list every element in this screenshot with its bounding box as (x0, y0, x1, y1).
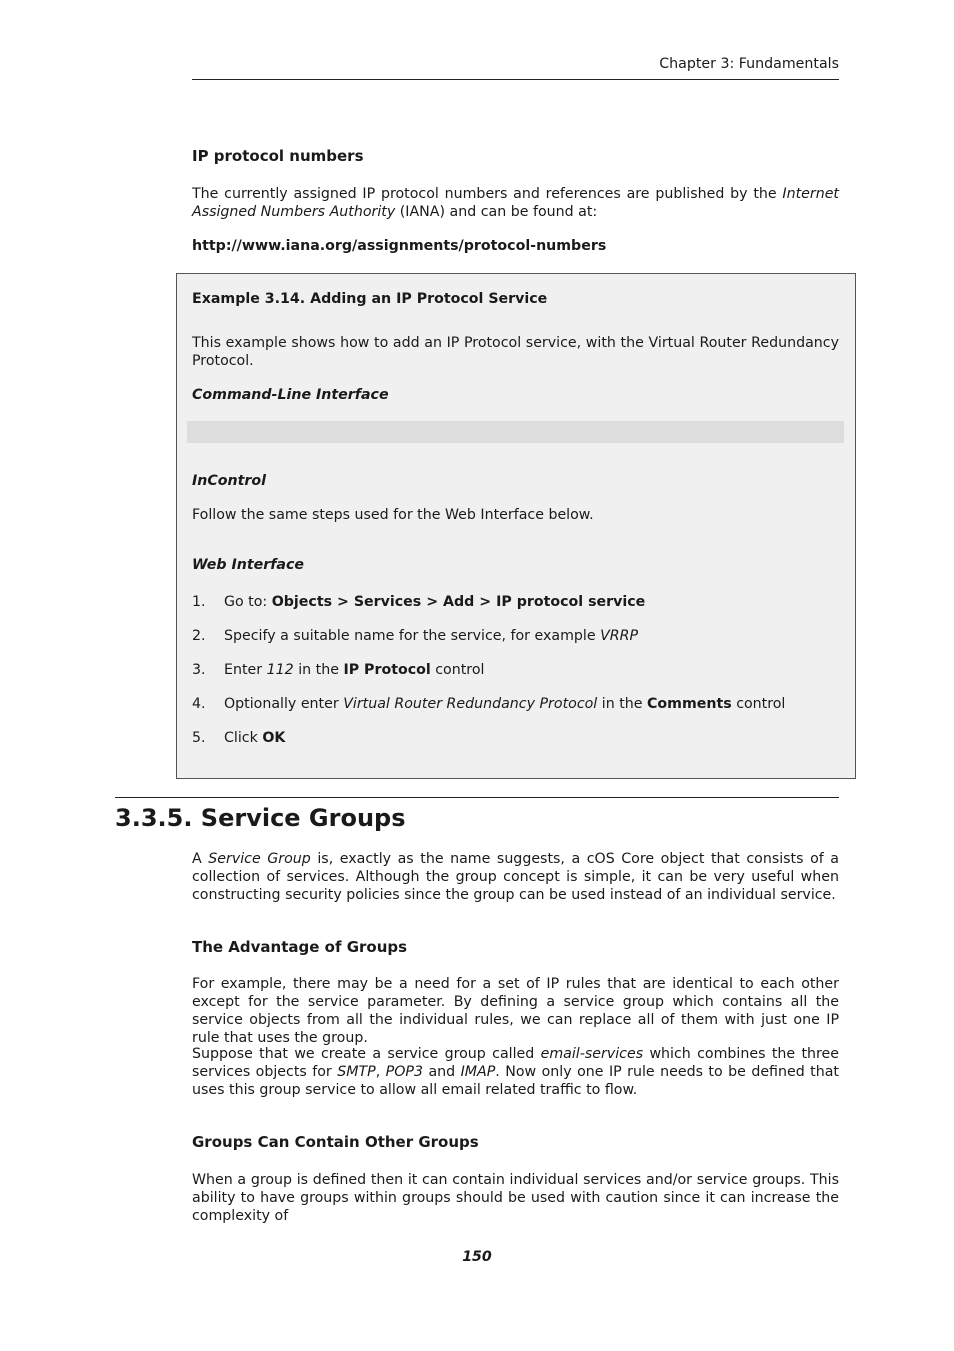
button-name: OK (262, 730, 286, 746)
term: SMTP (337, 1064, 376, 1080)
para-text: (IANA) and can be found at: (395, 204, 598, 220)
running-header: Chapter 3: Fundamentals (659, 56, 839, 72)
web-interface-heading: Web Interface (192, 557, 305, 573)
para-text: The currently assigned IP protocol numbers and references are published by the (192, 186, 783, 202)
para-text: which combines the three services objects for (192, 1046, 839, 1080)
step-text: in the (293, 662, 344, 678)
step-number: 2. (192, 628, 206, 644)
incontrol-text: Follow the same steps used for the Web Interface below. (192, 507, 594, 523)
step-item (224, 627, 839, 645)
para-text: , (375, 1064, 386, 1080)
example-value: 112 (266, 662, 294, 678)
cli-code-block (187, 421, 844, 443)
ip-protocol-numbers-heading: IP protocol numbers (192, 147, 364, 165)
control-name: IP Protocol (343, 662, 431, 678)
incontrol-heading: InControl (192, 473, 267, 489)
header-rule (192, 79, 839, 80)
nested-groups-heading: Groups Can Contain Other Groups (192, 1133, 479, 1151)
section-heading: 3.3.5. Service Groups (115, 804, 406, 832)
term: POP3 (385, 1064, 423, 1080)
advantage-heading: The Advantage of Groups (192, 938, 408, 956)
step-text: control (731, 696, 786, 712)
step-text: control (430, 662, 485, 678)
step-number: 4. (192, 696, 206, 712)
para-text: A (192, 851, 209, 867)
service-groups-intro (192, 850, 839, 904)
step-text: Optionally enter (224, 696, 344, 712)
step-item (224, 695, 839, 713)
para-text: and (422, 1064, 461, 1080)
para-text: . Now only one IP rule needs to be defined that uses this group service to allow all email related traffic to flow. (192, 1064, 839, 1098)
step-text: Click (224, 730, 263, 746)
example-value: VRRP (600, 628, 639, 644)
cli-heading: Command-Line Interface (192, 387, 389, 403)
step-text: Specify a suitable name for the service, for example (224, 628, 601, 644)
step-text: in the (597, 696, 647, 712)
step-number: 3. (192, 662, 206, 678)
term: email-services (540, 1046, 644, 1062)
ip-protocol-numbers-paragraph (192, 185, 839, 221)
step-text: Go to: (224, 594, 272, 610)
example-title: Example 3.14. Adding an IP Protocol Service (192, 291, 548, 307)
advantage-paragraph-1: For example, there may be a need for a set of IP rules that are identical to each other except for the service parameter. By defining a service group which contains all the service objects from all the individual rules, we can replace all of them with just one IP rule that uses the group. (192, 976, 839, 1046)
step-item (224, 593, 839, 611)
control-name: Comments (647, 696, 732, 712)
para-text: Suppose that we create a service group called (192, 1046, 541, 1062)
step-text: Enter (224, 662, 267, 678)
iana-name-part1: Internet (782, 186, 839, 202)
iana-url: http://www.iana.org/assignments/protocol-numbers (192, 238, 607, 254)
step-item (224, 661, 839, 679)
nested-groups-paragraph: When a group is defined then it can contain individual services and/or service groups. This ability to have groups within groups should be used with caution since it can increase the complexity of (192, 1172, 839, 1224)
section-rule (115, 797, 839, 798)
iana-name-part2: Assigned Numbers Authority (192, 204, 396, 220)
term: Service Group (208, 851, 311, 867)
step-number: 5. (192, 730, 206, 746)
example-intro: This example shows how to add an IP Protocol service, with the Virtual Router Redundancy Protocol. (192, 335, 839, 369)
page-number: 150 (462, 1249, 492, 1265)
para-text: is, exactly as the name suggests, a cOS Core object that consists of a collection of services. Although the group concept is simple, it can be very useful when constructing security policies since the group can be used instead of an individual service. (192, 851, 840, 903)
step-item (224, 729, 839, 747)
step-number: 1. (192, 594, 206, 610)
menu-path: Objects > Services > Add > IP protocol service (271, 594, 646, 610)
example-value: Virtual Router Redundancy Protocol (343, 696, 598, 712)
term: IMAP (460, 1064, 496, 1080)
advantage-paragraph-2 (192, 1045, 839, 1099)
